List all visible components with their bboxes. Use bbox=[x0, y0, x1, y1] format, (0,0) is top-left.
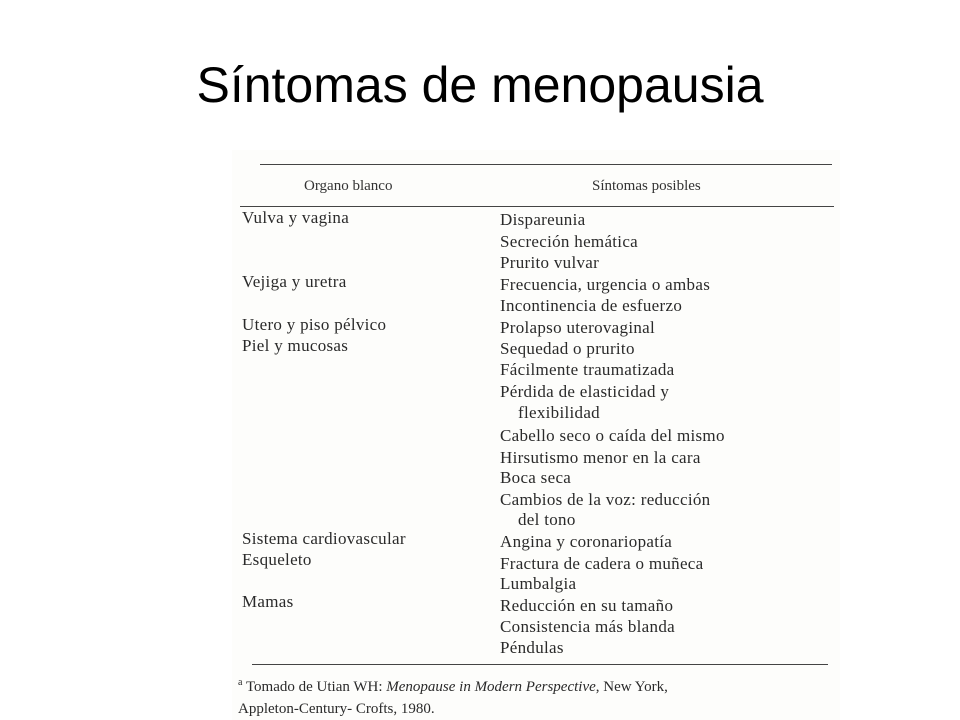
symptom-item: del tono bbox=[518, 510, 576, 529]
symptom-item: Cambios de la voz: reducción bbox=[500, 490, 711, 509]
symptom-item: flexibilidad bbox=[518, 403, 600, 422]
bottom-rule bbox=[252, 664, 828, 665]
header-symptoms: Síntomas posibles bbox=[592, 178, 701, 194]
symptom-item: Boca seca bbox=[500, 468, 572, 487]
top-rule bbox=[260, 164, 832, 165]
organ-vulva: Vulva y vagina bbox=[242, 208, 350, 227]
organ-cardiovascular: Sistema cardiovascular bbox=[242, 529, 406, 548]
symptom-item: Prurito vulvar bbox=[500, 253, 600, 272]
symptom-item: Dispareunia bbox=[500, 210, 586, 229]
organ-vejiga: Vejiga y uretra bbox=[242, 272, 347, 291]
symptom-item: Frecuencia, urgencia o ambas bbox=[500, 275, 711, 294]
symptom-item: Secreción hemática bbox=[500, 232, 639, 251]
symptom-item: Hirsutismo menor en la cara bbox=[500, 448, 701, 467]
symptom-item: Reducción en su tamaño bbox=[500, 596, 674, 615]
footnote-line-2: Appleton-Century- Crofts, 1980. bbox=[238, 701, 435, 717]
scanned-table bbox=[232, 150, 840, 720]
symptom-item: Sequedad o prurito bbox=[500, 339, 635, 358]
footnote bbox=[238, 672, 668, 720]
symptom-item: Prolapso uterovaginal bbox=[500, 318, 656, 337]
symptom-item: Cabello seco o caída del mismo bbox=[500, 426, 725, 445]
symptom-item: Fácilmente traumatizada bbox=[500, 360, 675, 379]
footnote-prefix: Tomado de Utian WH: bbox=[245, 679, 387, 695]
organ-piel: Piel y mucosas bbox=[242, 336, 349, 355]
footnote-book-title: Menopause in Modern Perspective bbox=[386, 679, 596, 695]
symptom-item: Consistencia más blanda bbox=[500, 617, 675, 636]
footnote-line-1 bbox=[238, 672, 668, 698]
symptom-item: Incontinencia de esfuerzo bbox=[500, 296, 683, 315]
organ-mamas: Mamas bbox=[242, 592, 294, 611]
symptom-item: Péndulas bbox=[500, 638, 564, 657]
header-organ: Organo blanco bbox=[304, 178, 393, 194]
header-rule bbox=[240, 206, 834, 207]
organ-esqueleto: Esqueleto bbox=[242, 550, 312, 569]
symptom-item: Angina y coronariopatía bbox=[500, 532, 673, 551]
footnote-marker: a bbox=[238, 677, 243, 688]
symptom-item: Lumbalgia bbox=[500, 574, 577, 593]
symptom-item: Fractura de cadera o muñeca bbox=[500, 554, 704, 573]
slide-title: Síntomas de menopausia bbox=[196, 57, 764, 113]
footnote-publisher-city: , New York, bbox=[595, 679, 668, 695]
organ-utero: Utero y piso pélvico bbox=[242, 315, 387, 334]
symptom-item: Pérdida de elasticidad y bbox=[500, 382, 670, 401]
